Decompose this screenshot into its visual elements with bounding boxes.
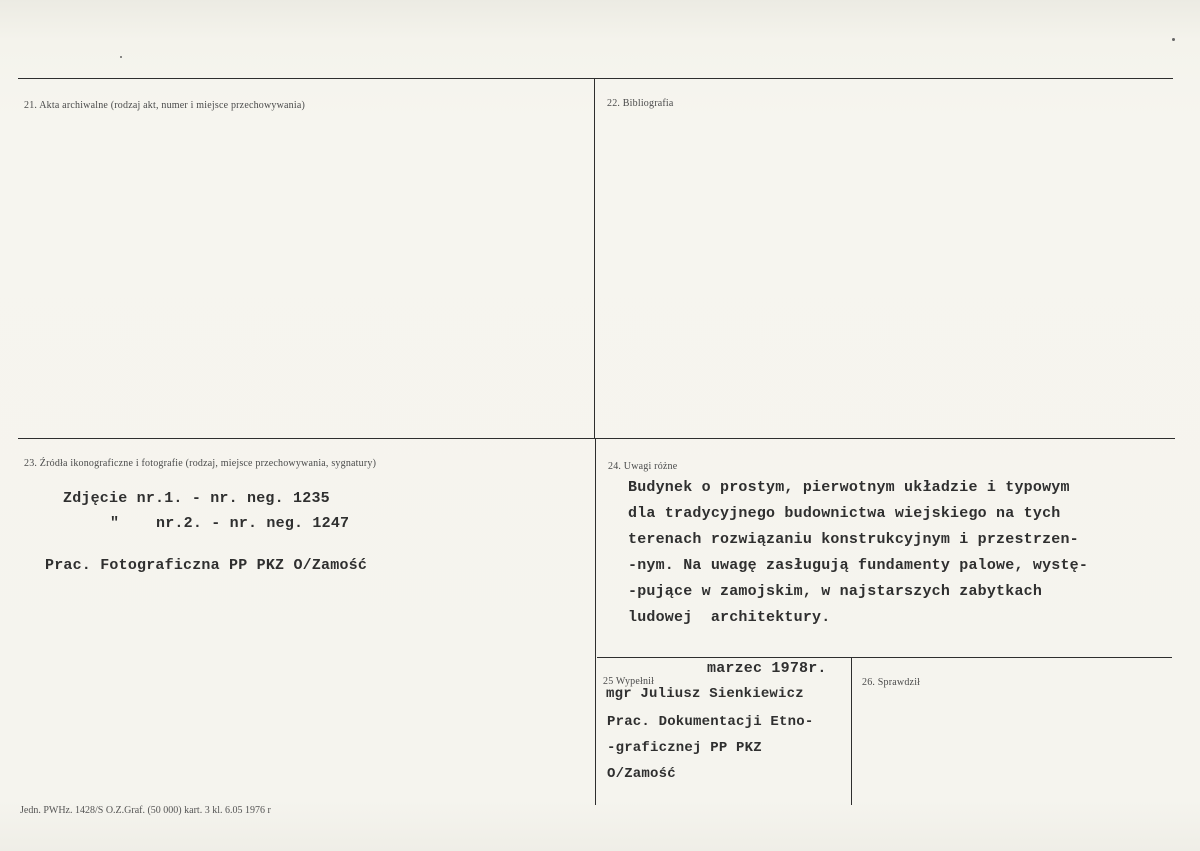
middle-rule [18,438,1175,439]
remarks-line-3: terenach rozwiązaniu konstrukcyjnym i przestrzen- [628,531,1079,548]
remarks-label: 24. Uwagi różne [608,461,678,472]
lower-column-divider [595,438,596,805]
filled-by-line-4: O/Zamość [607,766,676,782]
photo-entry-2: " nr.2. - nr. neg. 1247 [110,515,350,532]
iconographic-sources-label: 23. Źródła ikonograficzne i fotografie (rodzaj, miejsce przechowywania, sygnatury) [24,458,377,469]
filled-by-line-1: mgr Juliusz Sienkiewicz [606,686,804,702]
remarks-line-2: dla tradycyjnego budownictwa wiejskiego na tych [628,505,1061,522]
filled-by-label: 25 Wypełnił [603,676,655,687]
signature-divider [851,657,852,805]
filled-date: marzec 1978r. [707,660,827,677]
remarks-line-1: Budynek o prostym, pierwotnym układzie i typowym [628,479,1070,496]
upper-column-divider [594,78,595,439]
filled-by-line-2: Prac. Dokumentacji Etno- [607,714,814,730]
photo-studio: Prac. Fotograficzna PP PKZ O/Zamość [45,557,368,574]
paper-speck [1172,38,1175,41]
signature-rule [597,657,1172,658]
bibliography-label: 22. Bibliografia [607,98,674,109]
paper-speck [120,56,122,58]
remarks-line-6: ludowej architektury. [628,609,831,626]
print-footer: Jedn. PWHz. 1428/S O.Z.Graf. (50 000) kart. 3 kl. 6.05 1976 r [20,805,271,816]
remarks-line-5: -pujące w zamojskim, w najstarszych zabytkach [628,583,1043,600]
filled-by-line-3: -graficznej PP PKZ [607,740,762,756]
remarks-line-4: -nym. Na uwagę zasługują fundamenty palowe, wystę- [628,557,1089,574]
photo-entry-1: Zdjęcie nr.1. - nr. neg. 1235 [63,490,330,507]
archival-records-label: 21. Akta archiwalne (rodzaj akt, numer i miejsce przechowywania) [24,100,306,111]
checked-by-label: 26. Sprawdził [862,677,921,688]
top-rule [18,78,1173,79]
